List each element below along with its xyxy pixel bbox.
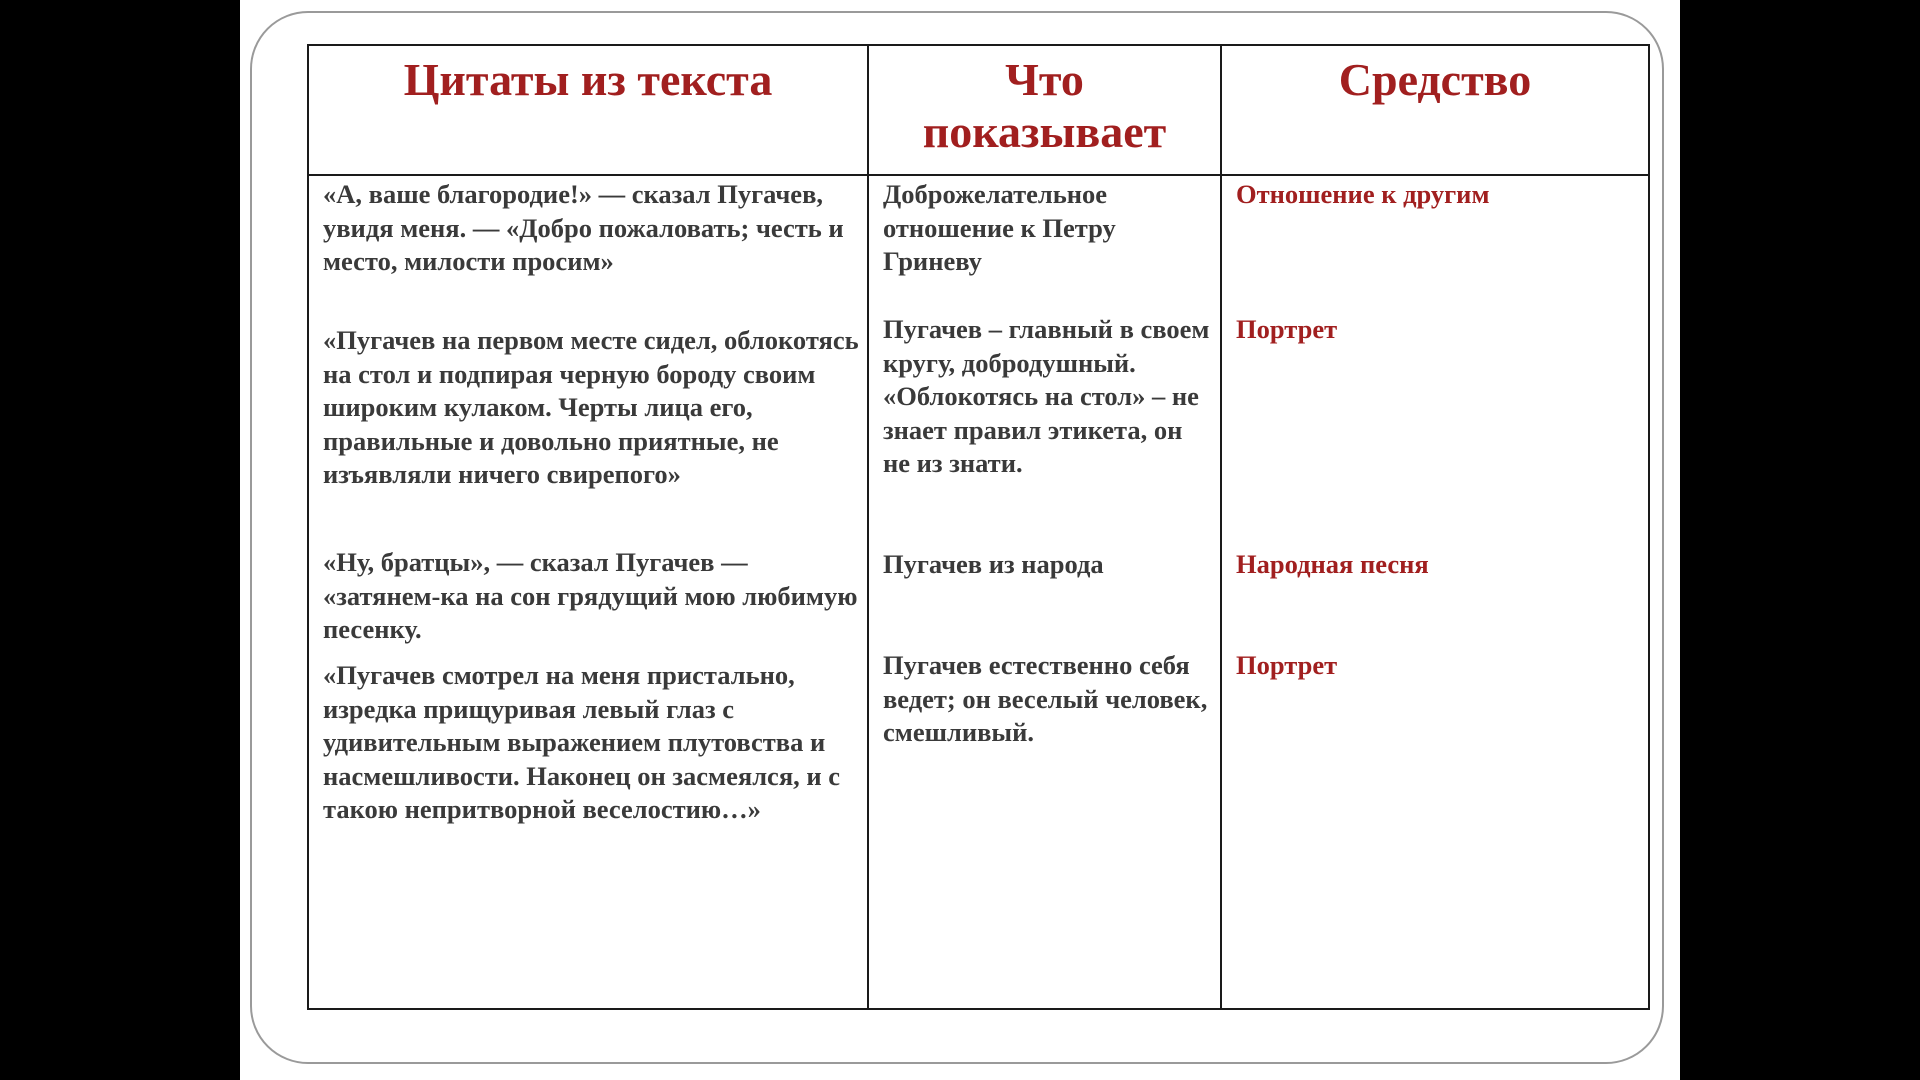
meaning-3: Пугачев из народа xyxy=(883,549,1104,579)
quote-2: «Пугачев на первом месте сидел, облокотясь на стол и подпирая черную бороду своим широким кулаком. Черты лица его, правильные и довольно приятные, не изъявляли ничего свирепого» xyxy=(323,325,859,489)
meaning-2: Пугачев – главный в своем кругу, добродушный. «Облокотясь на стол» – не знает правил этикета, он не из знати. xyxy=(883,314,1210,478)
quote-3: «Ну, братцы», — сказал Пугачев — «затянем-ка на сон грядущий мою любимую песенку. xyxy=(323,547,858,644)
header-means: Средство xyxy=(1221,45,1649,175)
meaning-1: Доброжелательное отношение к Петру Гриневу xyxy=(883,179,1116,276)
quotes-column xyxy=(308,175,868,1009)
table-body-row xyxy=(308,175,1649,1009)
header-quotes: Цитаты из текста xyxy=(308,45,868,175)
means-2: Портрет xyxy=(1236,314,1338,344)
table-header-row xyxy=(308,45,1649,175)
slide xyxy=(240,0,1680,1080)
means-column xyxy=(1221,175,1649,1009)
meaning-column xyxy=(868,175,1221,1009)
means-1: Отношение к другим xyxy=(1236,179,1490,209)
header-meaning: Что показывает xyxy=(868,45,1221,175)
quotes-table xyxy=(307,44,1650,1010)
quote-1: «А, ваше благородие!» — сказал Пугачев, увидя меня. — «Добро пожаловать; честь и место, милости просим» xyxy=(323,179,844,276)
quote-4: «Пугачев смотрел на меня пристально, изредка прищуривая левый глаз с удивительным выражением плутовства и насмешливости. Наконец он засмеялся, и с такою непритворной веселостию…» xyxy=(323,660,841,824)
meaning-4: Пугачев естественно себя ведет; он веселый человек, смешливый. xyxy=(883,650,1208,747)
means-4: Портрет xyxy=(1236,650,1338,680)
means-3: Народная песня xyxy=(1236,549,1429,579)
